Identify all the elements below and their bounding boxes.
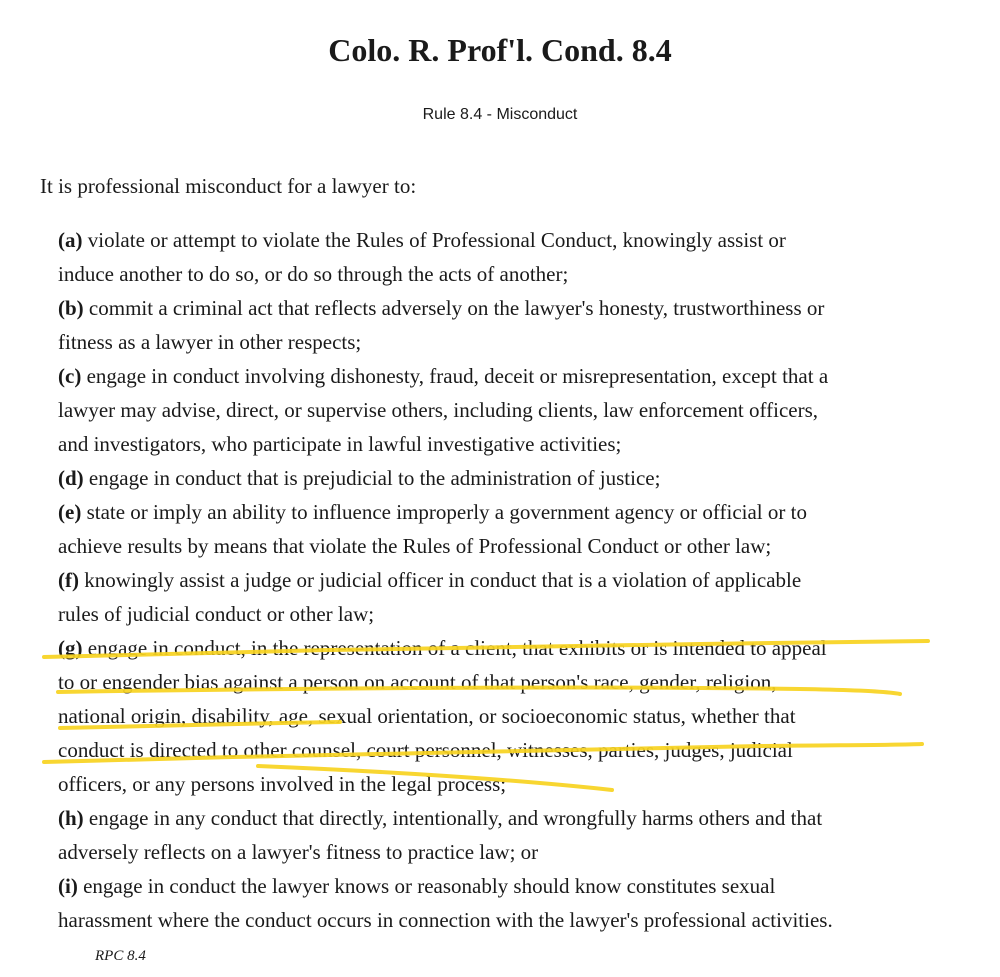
rule-line [58,291,833,325]
rule-item-text: and investigators, who participate in lawful investigative activities; [58,432,622,456]
rule-line [58,801,833,835]
rule-line [58,733,833,767]
rule-item-text: rules of judicial conduct or other law; [58,602,375,626]
rule-item-text: knowingly assist a judge or judicial officer in conduct that is a violation of applicable [78,568,802,592]
rule-line [58,699,833,733]
rule-item-text: adversely reflects on a lawyer's fitness to practice law; or [58,840,539,864]
footer-reference: RPC 8.4 [95,948,146,964]
rule-item-text: violate or attempt to violate the Rules of Professional Conduct, knowingly assist or [82,228,786,252]
rule-line [58,631,833,665]
rule-line [58,835,833,869]
rule-items-list [58,223,833,937]
rule-item-label: (e) [58,500,82,524]
rule-line [58,495,833,529]
rule-line [58,665,833,699]
rule-item-label: (b) [58,296,84,320]
rule-line [58,257,833,291]
document-title: Colo. R. Prof'l. Cond. 8.4 [328,32,672,68]
rule-item-text: achieve results by means that violate the Rules of Professional Conduct or other law; [58,534,772,558]
rule-item-text: engage in conduct involving dishonesty, fraud, deceit or misrepresentation, except that a [81,364,829,388]
rule-item-label: (a) [58,228,83,252]
rule-line [58,869,833,903]
rule-line [58,597,833,631]
rule-subtitle: Rule 8.4 - Misconduct [422,106,578,123]
rule-line [58,529,833,563]
rule-item-text: engage in any conduct that directly, intentionally, and wrongfully harms others and that [83,806,823,830]
rule-line [58,903,833,937]
rule-line [58,427,833,461]
rule-item-text: to or engender bias against a person on account of that person's race, gender, religion, [58,670,777,694]
rule-item-label: (g) [58,636,83,660]
rule-item-label: (f) [58,568,79,592]
rule-line [58,393,833,427]
rule-item-label: (h) [58,806,84,830]
rule-line [58,223,833,257]
rule-item-text: engage in conduct that is prejudicial to the administration of justice; [83,466,661,490]
rule-line [58,325,833,359]
intro-text: It is professional misconduct for a lawyer to: [40,174,417,198]
rule-item-label: (d) [58,466,84,490]
rule-item-text: national origin, disability, age, sexual orientation, or socioeconomic status, whether that [58,704,796,728]
rule-item-text: officers, or any persons involved in the legal process; [58,772,507,796]
rule-item-text: conduct is directed to other counsel, court personnel, witnesses, parties, judges, judicial [58,738,793,762]
rule-item-text: harassment where the conduct occurs in connection with the lawyer's professional activities. [58,908,833,932]
rule-line [58,359,833,393]
rule-item-text: engage in conduct, in the representation of a client, that exhibits or is intended to appeal [82,636,827,660]
rule-item-text: engage in conduct the lawyer knows or reasonably should know constitutes sexual [77,874,776,898]
rule-item-text: induce another to do so, or do so through the acts of another; [58,262,569,286]
rule-item-text: commit a criminal act that reflects adversely on the lawyer's honesty, trustworthiness or [83,296,825,320]
rule-line [58,767,833,801]
rule-item-text: lawyer may advise, direct, or supervise others, including clients, law enforcement officers, [58,398,819,422]
rule-item-text: state or imply an ability to influence improperly a government agency or official or to [81,500,807,524]
rule-line [58,461,833,495]
rule-item-text: fitness as a lawyer in other respects; [58,330,362,354]
rule-line [58,563,833,597]
rule-item-label: (c) [58,364,82,388]
rule-item-label: (i) [58,874,78,898]
